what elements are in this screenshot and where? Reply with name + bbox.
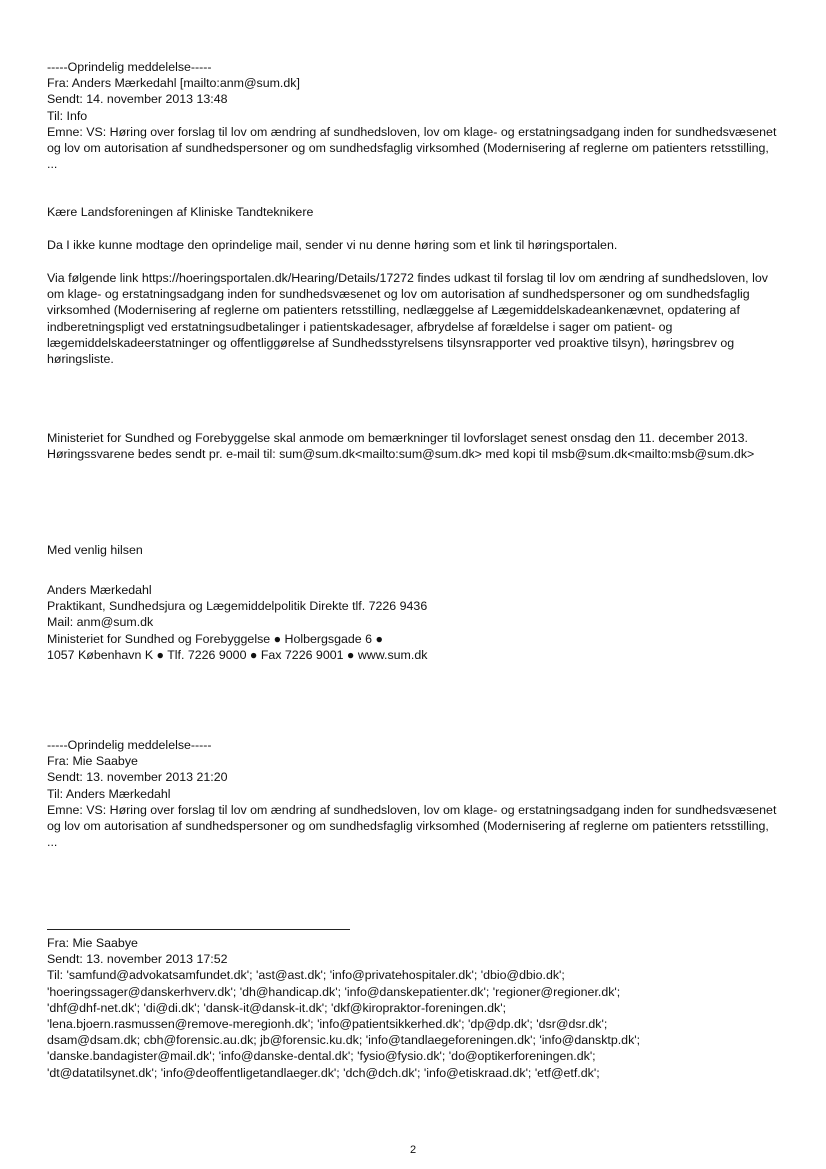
signature-org: Ministeriet for Sundhed og Forebyggelse ● Holbergsgade 6 ● [47, 631, 383, 646]
link-paragraph: Via følgende link https://hoeringsportalen.dk/Hearing/Details/17272 findes udkast til forslag til lov om ændring af sundhedsloven, lov om klage- og erstatningsadgang inden for sundhedsvæsenet og lov om autorisation af sundhedspersoner og om sundhedsfaglig virksomhed (Modernisering af reglerne om patienters retsstilling, nedlæggelse af Lægemiddelskadeankenævnet, opdatering af indberetningspligt ved erstatningsudbetalinger i patientskadesager, afbrydelse af forældelse i sager om patient- og lægemiddelskadeerstatninger og offentliggørelse af Sundhedsstyrelsens tilsynsrapporter ved proaktive tilsyn), høringsbrev og høringsliste. [47, 271, 768, 367]
sent-line: Sendt: 13. november 2013 17:52 [47, 952, 228, 967]
from-line: Fra: Mie Saabye [47, 754, 138, 769]
to-line: Til: Info [47, 108, 88, 123]
signature-address: 1057 København K ● Tlf. 7226 9000 ● Fax 7226 9001 ● www.sum.dk [47, 647, 428, 662]
original-message-marker: -----Oprindelig meddelelse----- [47, 738, 212, 752]
signature-block [47, 582, 777, 663]
intro-paragraph: Da I ikke kunne modtage den oprindelige mail, sender vi nu denne høring som et link til høringsportalen. [47, 238, 618, 252]
separator-line [47, 929, 350, 930]
greeting: Kære Landsforeningen af Kliniske Tandteknikere [47, 205, 314, 219]
sent-line: Sendt: 14. november 2013 13:48 [47, 92, 228, 107]
subject-line: Emne: VS: Høring over forslag til lov om ændring af sundhedsloven, lov om klage- og erstatningsadgang inden for sundhedsvæsenet og lov om autorisation af sundhedspersoner og om sundhedsfaglig virksomhed (Modernisering af reglerne om patienters retsstilling, ... [47, 124, 777, 172]
sent-line: Sendt: 13. november 2013 21:20 [47, 770, 228, 785]
recipient-line: 'hoeringssager@danskerhverv.dk'; 'dh@handicap.dk'; 'info@danskepatienter.dk'; 'regioner@regioner.dk'; [47, 984, 621, 999]
original-message-marker: -----Oprindelig meddelelse----- [47, 60, 212, 74]
from-line: Fra: Mie Saabye [47, 936, 138, 950]
recipient-line: 'dt@datatilsynet.dk'; 'info@deoffentligetandlaeger.dk'; 'dch@dch.dk'; 'info@etiskraad.dk'; 'etf@etf.dk'; [47, 1065, 600, 1080]
recipient-line: 'danske.bandagister@mail.dk'; 'info@danske-dental.dk'; 'fysio@fysio.dk'; 'do@optikerforeningen.dk'; [47, 1049, 596, 1064]
recipient-line: 'dhf@dhf-net.dk'; 'di@di.dk'; 'dansk-it@dansk-it.dk'; 'dkf@kiropraktor-foreningen.dk'; [47, 1000, 507, 1015]
signature-mail: Mail: anm@sum.dk [47, 615, 154, 630]
deadline-paragraph: Ministeriet for Sundhed og Forebyggelse skal anmode om bemærkninger til lovforslaget senest onsdag den 11. december 2013. Høringssvarene bedes sendt pr. e-mail til: sum@sum.dk<mailto:sum@sum.dk> med kopi til msb@sum.dk<mailto:msb@sum.dk> [47, 431, 755, 462]
email-header-3 [47, 935, 777, 1081]
from-line: Fra: Anders Mærkedahl [mailto:anm@sum.dk] [47, 76, 300, 91]
signature-title: Praktikant, Sundhedsjura og Lægemiddelpolitik Direkte tlf. 7226 9436 [47, 599, 428, 614]
recipient-line: dsam@dsam.dk; cbh@forensic.au.dk; jb@forensic.ku.dk; 'info@tandlaegeforeningen.dk'; 'info@dansktp.dk'; [47, 1033, 641, 1048]
email-header-1 [47, 59, 777, 172]
email-header-2 [47, 737, 777, 850]
subject-line: Emne: VS: Høring over forslag til lov om ændring af sundhedsloven, lov om klage- og erstatningsadgang inden for sundhedsvæsenet og lov om autorisation af sundhedspersoner og om sundhedsfaglig virksomhed (Modernisering af reglerne om patienters retsstilling, ... [47, 802, 777, 850]
recipient-line: 'lena.bjoern.rasmussen@remove-meregionh.dk'; 'info@patientsikkerhed.dk'; 'dp@dp.dk'; 'dsr@dsr.dk'; [47, 1017, 608, 1032]
to-line: Til: Anders Mærkedahl [47, 786, 171, 801]
signature-name: Anders Mærkedahl [47, 583, 152, 597]
page-number: 2 [409, 1144, 417, 1156]
recipient-line: Til: 'samfund@advokatsamfundet.dk'; 'ast@ast.dk'; 'info@privatehospitaler.dk'; 'dbio@dbio.dk'; [47, 968, 565, 983]
closing: Med venlig hilsen [47, 543, 143, 557]
